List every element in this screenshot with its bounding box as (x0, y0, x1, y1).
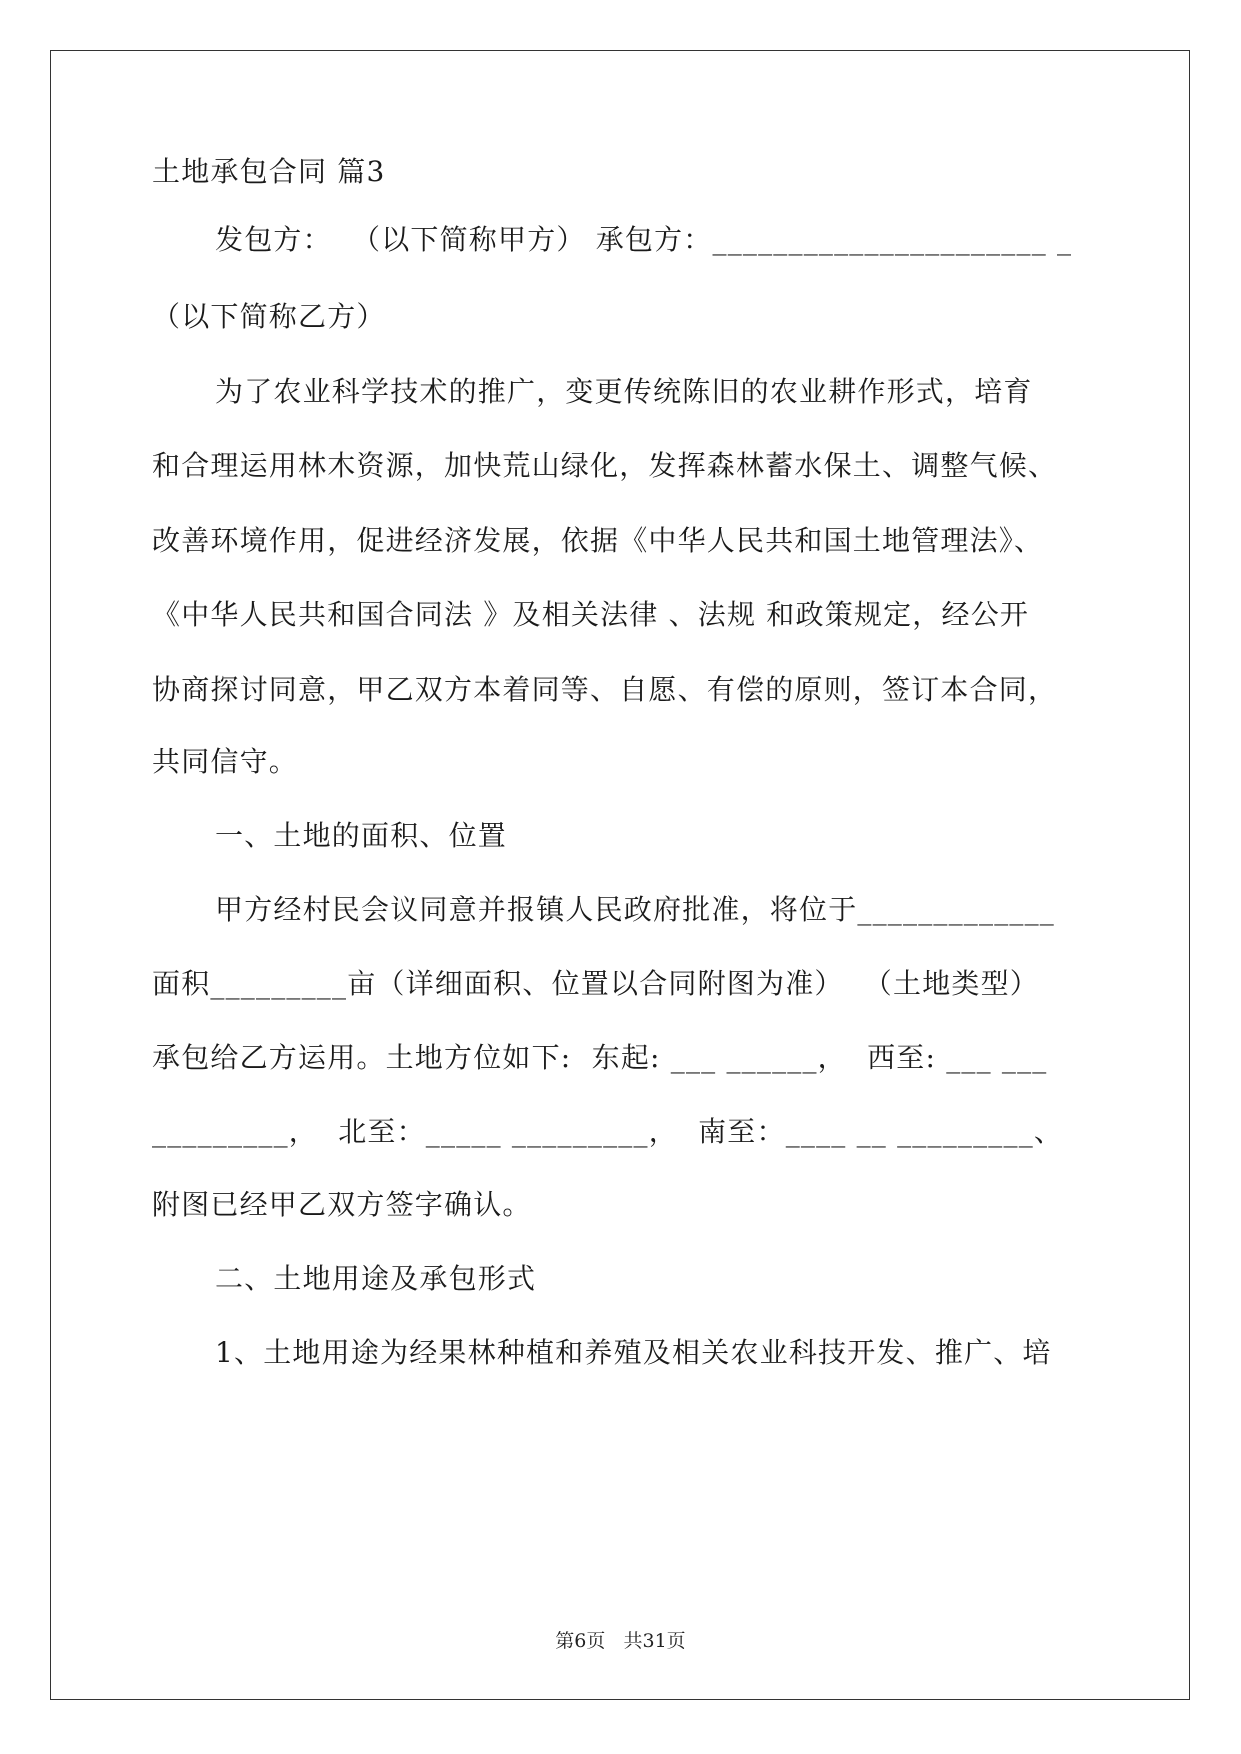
paragraph-line: 甲方经村民会议同意并报镇人民政府批准，将位于_____________ (215, 893, 1056, 926)
paragraph-line: 发包方： （以下简称甲方） 承包方：______________________ _ (215, 223, 1073, 256)
paragraph-line: 和合理运用林木资源，加快荒山绿化，发挥森林蓄水保土、调整气候、 (152, 449, 1058, 482)
paragraph-line: 附图已经甲乙双方签字确认。 (152, 1188, 532, 1221)
paragraph-line: （以下简称乙方） (152, 300, 386, 333)
paragraph-line: 承包给乙方运用。土地方位如下: 东起: ___ ______， 西至: ___ ___ (152, 1041, 1048, 1074)
paragraph-line: 《中华人民共和国合同法 》及相关法律 、法规 和政策规定，经公开 (152, 598, 1030, 631)
section-heading: 二、土地用途及承包形式 (215, 1262, 537, 1295)
paragraph-line: 面积_________亩（详细面积、位置以合同附图为准） （土地类型） (152, 967, 1040, 1000)
paragraph-line: 共同信守。 (152, 745, 299, 778)
paragraph-line: 改善环境作用，促进经济发展，依据《中华人民共和国土地管理法》、 (152, 524, 1044, 557)
paragraph-line: 1、土地用途为经果林种植和养殖及相关农业科技开发、推广、培 (215, 1336, 1052, 1369)
section-heading: 一、土地的面积、位置 (215, 819, 508, 852)
page-footer: 第6页 共31页 (555, 1630, 686, 1652)
document-title: 土地承包合同 篇3 (152, 155, 386, 188)
paragraph-line: _________， 北至：_____ _________， 南至：____ __ _________、 (152, 1115, 1064, 1148)
paragraph-line: 协商探讨同意，甲乙双方本着同等、自愿、有偿的原则，签订本合同， (152, 673, 1058, 706)
paragraph-line: 为了农业科学技术的推广，变更传统陈旧的农业耕作形式，培育 (215, 375, 1033, 408)
